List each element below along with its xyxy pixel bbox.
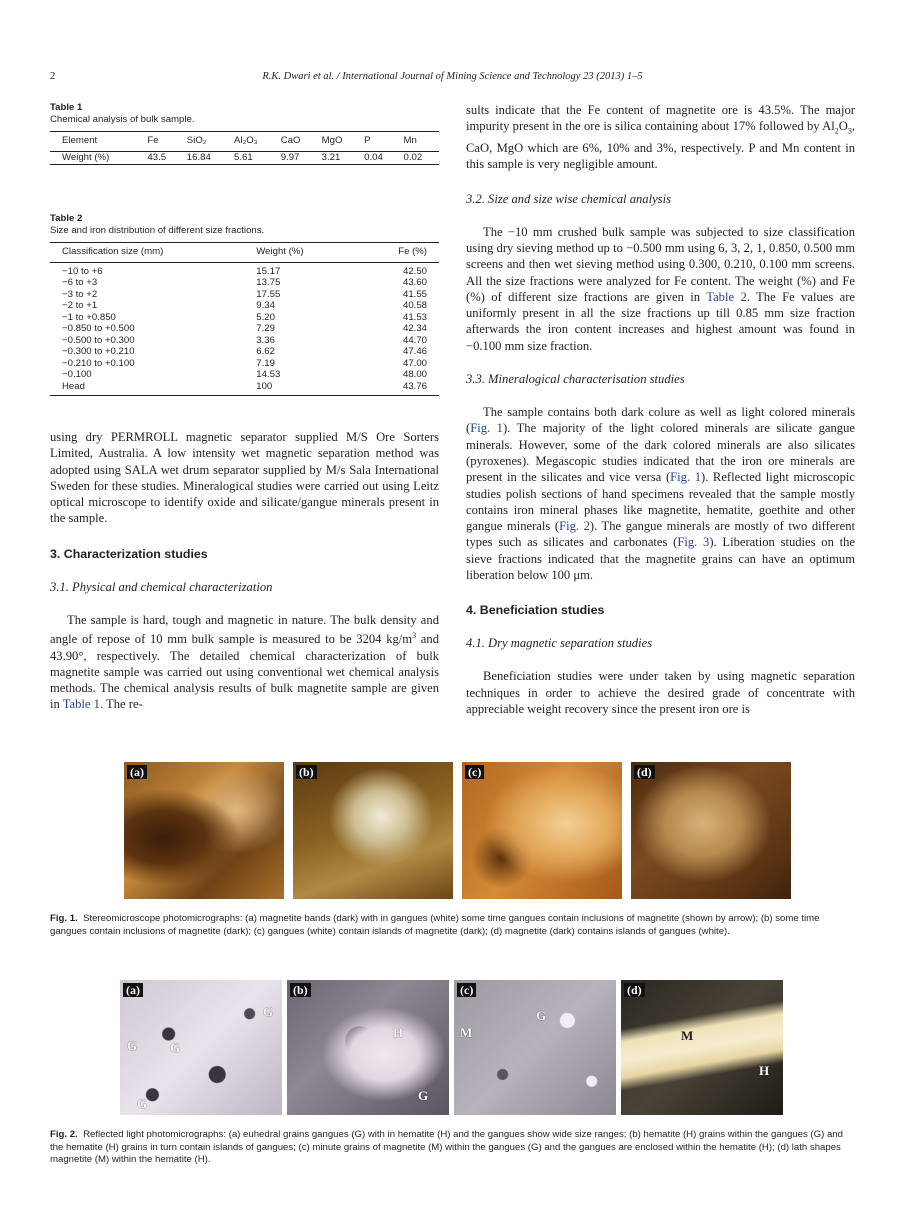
column-header: Weight (%)	[256, 245, 304, 257]
panel-label: (c)	[457, 983, 476, 997]
table-cell: −0.300 to +0.210	[62, 346, 135, 357]
table-cell: 14.53	[256, 369, 281, 380]
subsection-heading-3-2: 3.2. Size and size wise chemical analysis	[466, 191, 671, 206]
subsection-heading-3-3: 3.3. Mineralogical characterisation studies	[466, 372, 685, 387]
paragraph-continued: using dry PERMROLL magnetic separator supplied M/S Ore Sorters Limited, Australia. A low intensity wet magnetic separation method was adopted using SALA wet drum separator supplied by M/s Sala International Sweden for these studies. Mineralogical studies were carried out using Leitz optical microscope to identify oxide and silicate/gangue minerals present in the sample.	[50, 430, 439, 526]
table-cell: 0.04	[364, 152, 383, 163]
table-cell: 17.55	[256, 288, 281, 300]
table-cell: 16.84	[186, 152, 211, 163]
paragraph-results: sults indicate that the Fe content of magnetite ore is 43.5%. The major impurity present in the ore is silica containing about 17% followed by $Al_2O_3$, CaO, MgO which are 6%, 10% and 3%, respectively. P and Mn content in this sample is very negligible amount.	[466, 103, 855, 172]
table-1	[50, 102, 439, 165]
fig2-photo-b	[287, 980, 449, 1115]
paragraph-4-1: Beneficiation studies were under taken by using magnetic separation techniques in order to achieve the desired grade of concentrate with appreciable weight recovery since the present iron ore is	[466, 669, 855, 716]
fig-3-link[interactable]: Fig. 3	[677, 535, 710, 550]
fig2-photo-c	[454, 980, 616, 1115]
column-header: CaO	[280, 135, 301, 147]
table-row	[50, 369, 439, 381]
hematite-marker: H	[759, 1063, 770, 1078]
figure-1-caption: Fig. 1. Stereomicroscope photomicrographs: (a) magnetite bands (dark) with in gangues (white) some time gangues contain inclusions of magnetite (shown by arrow); (b) some time gangues contain inclusions of magnetite (dark); (c) gangues (white) contain islands of magnetite (dark); (d) magnetite (dark) contains islands of gangues (white).	[50, 913, 820, 937]
fig2-photo-a	[120, 980, 282, 1115]
panel-label: (b)	[296, 765, 317, 779]
table-row	[50, 381, 439, 396]
column-header: Mn	[403, 135, 417, 147]
table-cell: −3 to +2	[62, 288, 98, 300]
table-row	[50, 300, 439, 312]
table-cell: 3.21	[321, 152, 341, 163]
gangue-marker: G	[263, 1004, 274, 1019]
panel-label: (b)	[290, 983, 311, 997]
table-2-body	[50, 262, 439, 396]
paragraph-3-2: The −10 mm crushed bulk sample was subjected to size classification using dry sieving method up to −0.500 mm using 6, 3, 2, 1, 0.850, 0.500 mm screens and then wet sieving method using 0.300, 0.210, 0.100 mm screens. All the size fractions were analyzed for Fe content. The weight (%) and Fe (%) of different size fractions are given in Table 2. The Fe values are uniformly present in all the size fractions up till 0.85 mm size fraction afterwards the iron content increases and highest amount was found in −0.100 mm size fraction.	[466, 224, 856, 353]
table-1-label: Table 1	[50, 102, 83, 113]
table-row	[50, 152, 439, 165]
fig-1-link[interactable]: Fig. 1	[470, 421, 503, 436]
panel-label: (c)	[465, 765, 484, 779]
table-2-caption: Size and iron distribution of different size fractions.	[50, 224, 265, 236]
table-cell: 48.00	[402, 369, 427, 380]
panel-label: (d)	[634, 765, 655, 779]
column-header: Classification size (mm)	[62, 245, 164, 257]
table-cell: 5.20	[256, 311, 275, 323]
magnetite-marker: M	[460, 1025, 473, 1040]
table-cell: 41.53	[402, 311, 427, 323]
table-cell: 47.00	[402, 357, 427, 369]
table-row	[50, 262, 439, 277]
table-cell: 43.76	[402, 380, 427, 392]
table-cell: 9.97	[280, 152, 300, 163]
table-cell: −0.210 to +0.100	[62, 357, 135, 369]
section-heading-3: 3. Characterization studies	[50, 546, 208, 561]
table-cell: 5.61	[234, 152, 253, 163]
table-cell: 13.75	[256, 277, 281, 288]
table-cell: Weight (%)	[62, 152, 110, 163]
table-cell: 42.50	[402, 265, 427, 277]
paragraph-3-3: The sample contains both dark colure as well as light colored minerals (Fig. 1). The majority of the light colored minerals are silicate gangue minerals. However, some of the dark colored minerals are also silicates (pyroxenes). Megascopic studies indicated that the iron ore minerals are present in the silicates and vice versa (Fig. 1). Reflected light microscopic studies polish sections of hand specimens revealed that the sample mostly contains iron mineral phases like magnetite, hematite, goethite and other gangue minerals (Fig. 2). The gangue minerals are mostly of two different types such as silicates and carbonates (Fig. 3). Liberation studies on the sieve fractions indicated that the magnetite grains can have an optimum liberation below 100 μm.	[466, 405, 855, 583]
table-cell: 100	[256, 380, 273, 392]
table-1-link[interactable]: Table 1	[62, 697, 100, 712]
table-cell: 47.46	[402, 346, 427, 357]
gangue-marker: G	[127, 1038, 138, 1053]
table-cell: 42.34	[402, 323, 427, 334]
table-2-grid	[50, 242, 439, 397]
table-cell: 3.36	[256, 334, 275, 346]
column-header: Fe (%)	[398, 245, 427, 257]
table-row	[50, 289, 439, 301]
table-cell: 6.62	[256, 346, 275, 357]
table-cell: 9.34	[256, 300, 275, 311]
gangue-marker: G	[170, 1040, 181, 1055]
table-1-caption: Chemical analysis of bulk sample.	[50, 114, 195, 125]
figure-2-panels	[120, 980, 783, 1115]
column-header: SiO₂	[186, 135, 207, 147]
table-cell: 15.17	[256, 265, 281, 277]
table-cell: −10 to +6	[62, 265, 103, 277]
hematite-marker: H	[393, 1025, 404, 1040]
table-header-row	[50, 242, 439, 262]
table-cell: 41.55	[402, 288, 427, 300]
subsection-heading-3-1: 3.1. Physical and chemical characterization	[50, 579, 273, 594]
table-2-label: Table 2	[50, 212, 83, 224]
table-cell: −0.100	[62, 369, 92, 380]
gangue-marker: G	[137, 1096, 148, 1111]
fig-2-link[interactable]: Fig. 2	[559, 519, 590, 534]
figure-1-panels	[124, 762, 791, 899]
column-header: Element	[62, 135, 98, 147]
table-cell: −6 to +3	[62, 277, 98, 288]
fig-1-link[interactable]: Fig. 1	[670, 470, 701, 485]
section-heading-4: 4. Beneficiation studies	[466, 603, 605, 618]
table-cell: 7.19	[256, 357, 275, 369]
table-cell: Head	[62, 380, 85, 392]
column-header: P	[364, 135, 371, 147]
left-column	[50, 102, 439, 713]
column-header: Fe	[147, 135, 159, 147]
fig1-photo-d	[631, 762, 791, 899]
table-cell: −0.850 to +0.500	[62, 323, 135, 334]
gangue-marker: G	[536, 1008, 547, 1023]
page-number: 2	[50, 71, 56, 82]
table-row	[50, 323, 439, 335]
table-row	[50, 312, 439, 324]
table-1-grid	[50, 131, 439, 165]
table-cell: −2 to +1	[62, 300, 98, 311]
table-cell: 0.02	[403, 152, 423, 163]
panel-label: (a)	[123, 983, 143, 997]
table-cell: 43.60	[402, 277, 427, 288]
table-row	[50, 358, 439, 370]
table-2-link[interactable]: Table 2	[706, 289, 747, 304]
panel-label: (d)	[624, 983, 645, 997]
table-cell: 40.58	[402, 300, 427, 311]
table-cell: 43.5	[147, 152, 167, 163]
table-header-row	[50, 132, 439, 152]
table-cell: −0.500 to +0.300	[62, 334, 135, 346]
fig1-photo-a	[124, 762, 284, 899]
right-column	[466, 102, 855, 717]
table-row	[50, 346, 439, 358]
table-cell: 44.70	[402, 334, 427, 346]
fig1-photo-b	[293, 762, 453, 899]
column-header: Al₂O₃	[234, 135, 258, 147]
table-cell: 7.29	[256, 323, 275, 334]
figure-2-caption: Fig. 2. Reflected light photomicrographs: (a) euhedral grains gangues (G) with in hematite (H) and the gangues show wide size ranges; (b) hematite (H) grains within the gangues (G) and the hematite (H) grains in turn contain islands of gangues; (c) minute grains of magnetite (M) within the gangues (G) and the gangues are enclosed within the hematite (H); (d) lath shapes magnetite (M) within the hematite (H).	[50, 1129, 843, 1165]
subsection-heading-4-1: 4.1. Dry magnetic separation studies	[466, 636, 653, 651]
table-2	[50, 213, 439, 397]
column-header: MgO	[321, 135, 343, 147]
panel-label: (a)	[127, 765, 147, 779]
fig1-photo-c	[462, 762, 622, 899]
table-row	[50, 335, 439, 347]
gangue-marker: G	[418, 1088, 429, 1103]
magnetite-marker: M	[681, 1028, 694, 1043]
paragraph-3-1: The sample is hard, tough and magnetic in nature. The bulk density and angle of repose of 10 mm bulk sample is measured to be 3204 $kg/m^3$ and 43.90°, respectively. The detailed chemical characterization of bulk magnetite sample was carried out using conventional wet chemical analysis methods. The chemical analysis results of bulk magnetite sample are given in Table 1. The re-	[50, 612, 439, 712]
fig2-photo-d	[621, 980, 783, 1115]
journal-reference: R.K. Dwari et al. / International Journal of Mining Science and Technology 23 (2013) 1–5	[262, 71, 643, 82]
table-row	[50, 277, 439, 289]
table-cell: −1 to +0.850	[62, 311, 116, 323]
running-header	[50, 71, 855, 85]
